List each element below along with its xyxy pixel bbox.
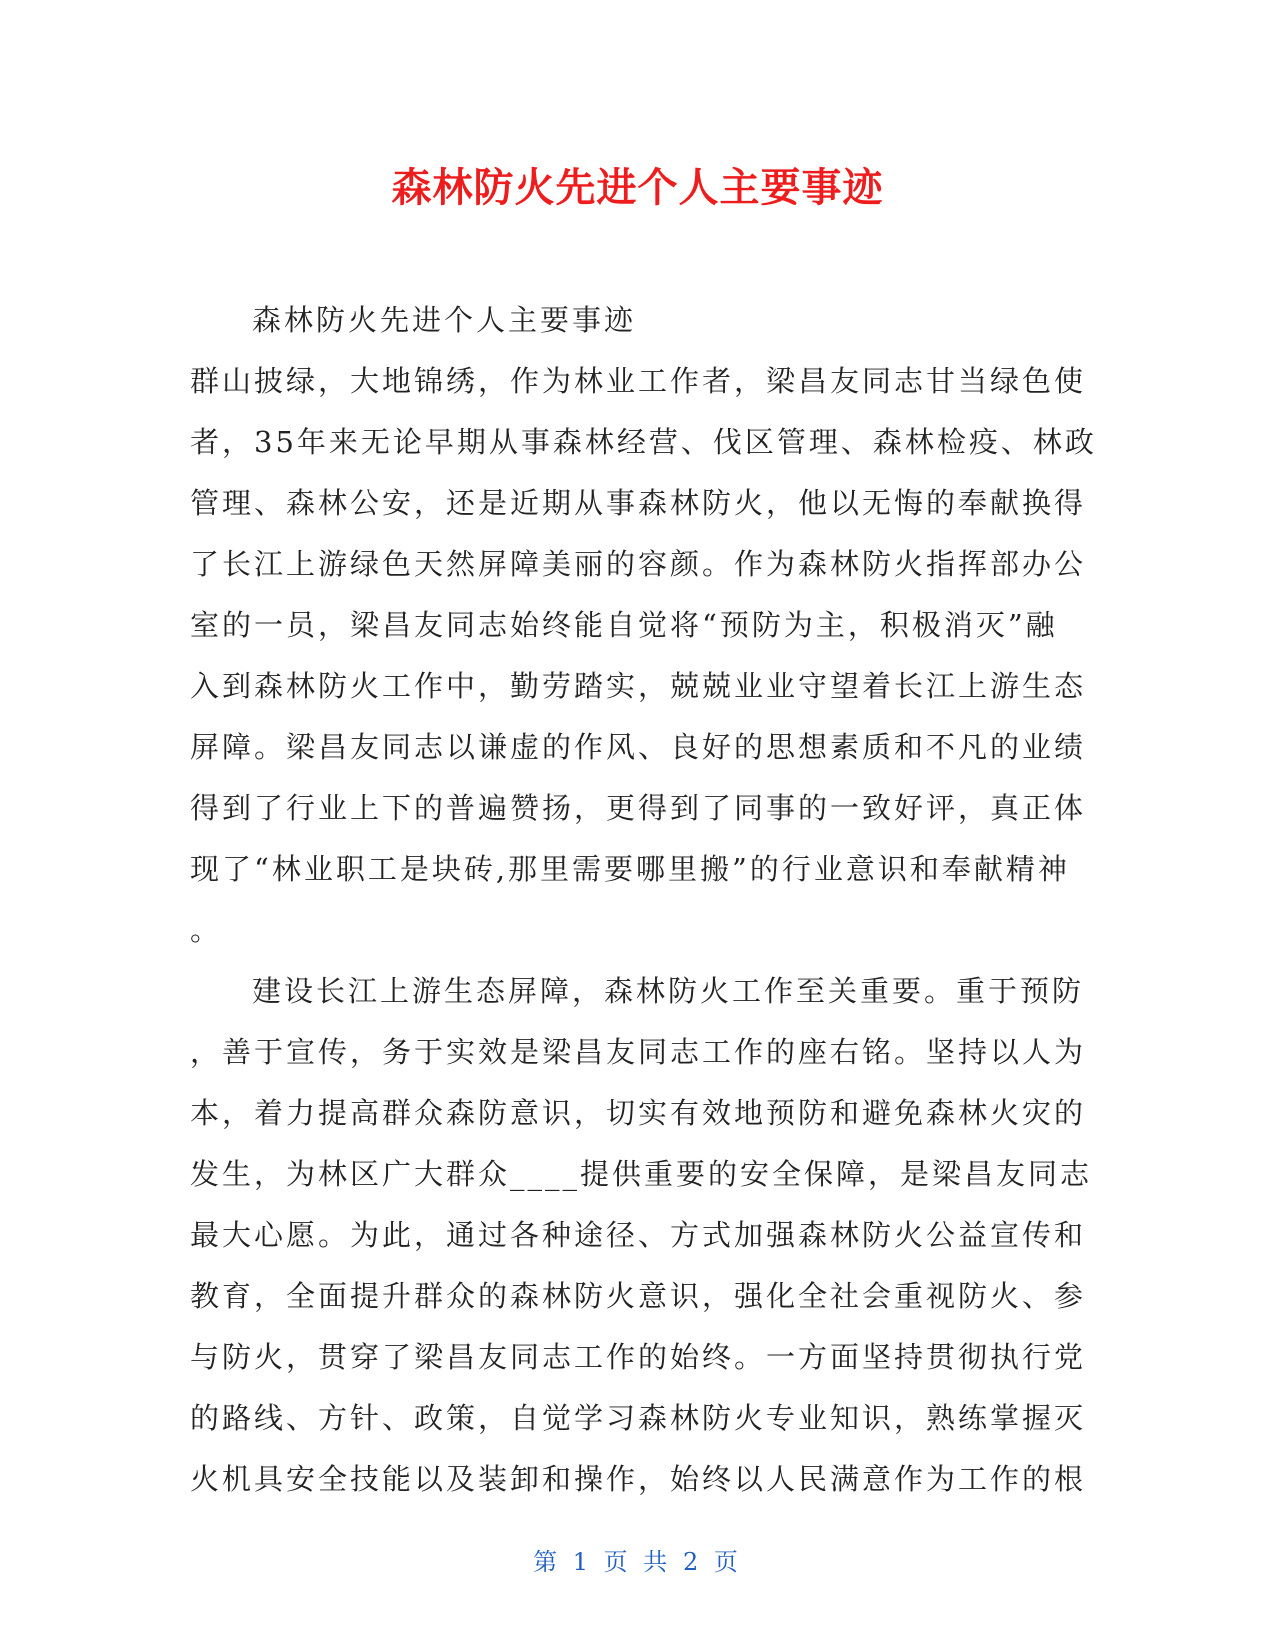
body-line: 与防火，贯穿了梁昌友同志工作的始终。一方面坚持贯彻执行党 <box>190 1340 1087 1374</box>
body-line: 得到了行业上下的普遍赞扬，更得到了同事的一致好评，真正体 <box>190 791 1087 825</box>
body-line: ，善于宣传，务于实效是梁昌友同志工作的座右铭。坚持以人为 <box>190 1035 1087 1069</box>
document-title: 森林防火先进个人主要事迹 <box>391 165 884 211</box>
body-line: 的路线、方针、政策，自觉学习森林防火专业知识，熟练掌握灭 <box>190 1401 1087 1435</box>
body-line: 者，35年来无论早期从事森林经营、伐区管理、森林检疫、林政 <box>190 425 1097 459</box>
body-line: 室的一员，梁昌友同志始终能自觉将“预防为主，积极消灭”融 <box>190 608 1058 642</box>
body-line: 森林防火先进个人主要事迹 <box>252 303 637 337</box>
body-line: 管理、森林公安，还是近期从事森林防火，他以无悔的奉献换得 <box>190 486 1087 520</box>
body-line: 。 <box>190 913 223 947</box>
body-line: 入到森林防火工作中，勤劳踏实，兢兢业业守望着长江上游生态 <box>190 669 1087 703</box>
body-line: 建设长江上游生态屏障，森林防火工作至关重要。重于预防 <box>252 974 1085 1008</box>
body-line: 最大心愿。为此，通过各种途径、方式加强森林防火公益宣传和 <box>190 1218 1087 1252</box>
document-body <box>190 290 1097 1510</box>
body-line: 发生，为林区广大群众____提供重要的安全保障，是梁昌友同志 <box>190 1157 1093 1191</box>
body-line: 现了“林业职工是块砖,那里需要哪里搬”的行业意识和奉献精神 <box>190 852 1070 886</box>
body-line: 了长江上游绿色天然屏障美丽的容颜。作为森林防火指挥部办公 <box>190 547 1087 581</box>
page-indicator: 第 1 页 共 2 页 <box>533 1548 742 1576</box>
body-line: 本，着力提高群众森防意识，切实有效地预防和避免森林火灾的 <box>190 1096 1087 1130</box>
body-line: 教育，全面提升群众的森林防火意识，强化全社会重视防火、参 <box>190 1279 1087 1313</box>
body-line: 群山披绿，大地锦绣，作为林业工作者，梁昌友同志甘当绿色使 <box>190 364 1087 398</box>
body-line: 火机具安全技能以及装卸和操作，始终以人民满意作为工作的根 <box>190 1462 1087 1496</box>
body-line: 屏障。梁昌友同志以谦虚的作风、良好的思想素质和不凡的业绩 <box>190 730 1087 764</box>
